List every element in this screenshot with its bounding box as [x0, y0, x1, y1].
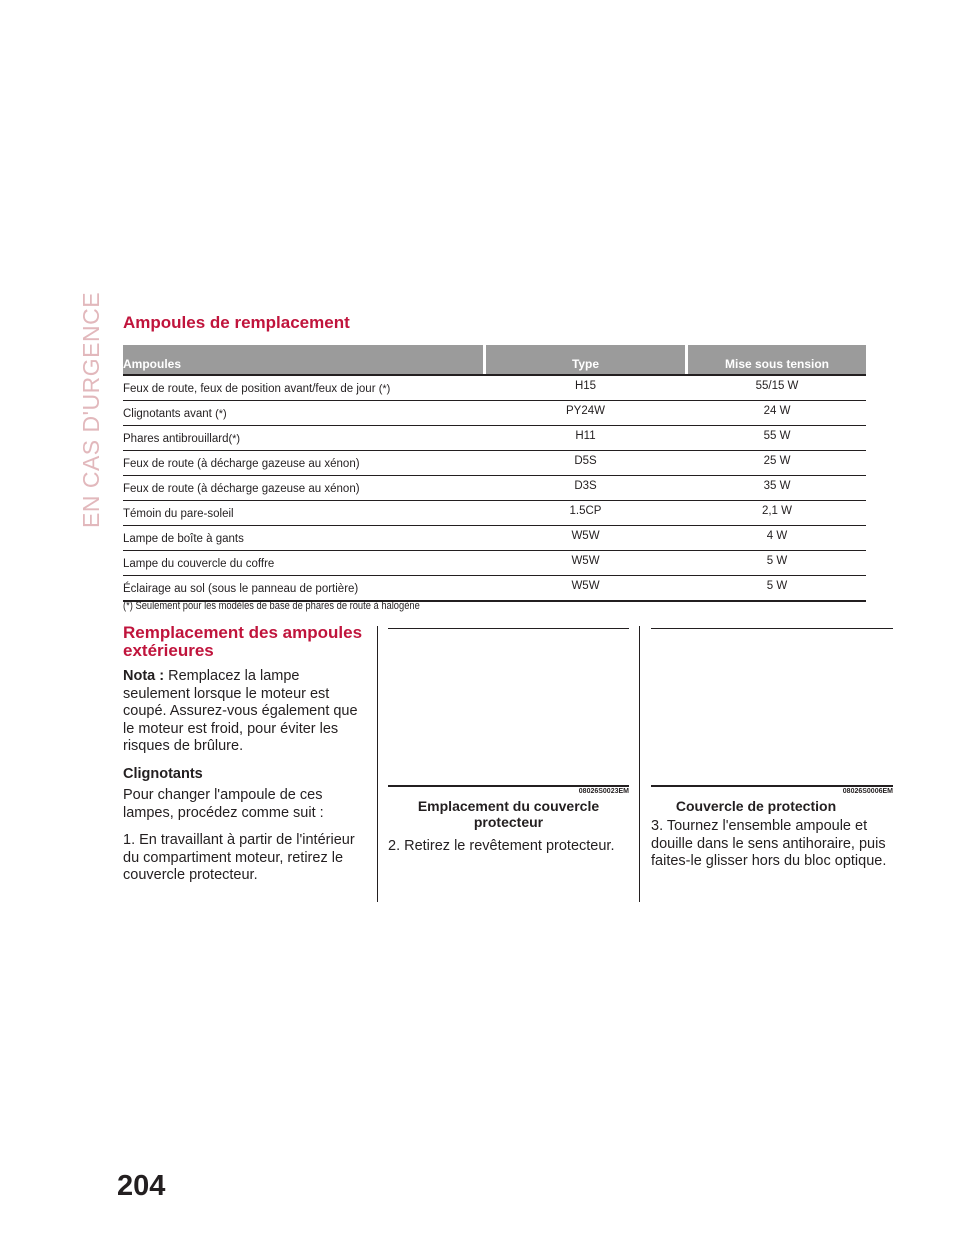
header-type: Type — [486, 345, 685, 374]
table-row — [123, 551, 866, 576]
bulb-name: Lampe du couvercle du coffre — [123, 558, 275, 570]
clignotants-heading: Clignotants — [123, 765, 203, 782]
cell-type: PY24W — [566, 405, 605, 417]
cell-power: 5 W — [766, 580, 788, 592]
bulb-name: Lampe de boîte à gants — [123, 533, 244, 545]
cell-power: 24 W — [763, 405, 791, 417]
intro-paragraph: Pour changer l'ampoule de ces lampes, procédez comme suit : — [123, 787, 324, 821]
table-body — [123, 376, 866, 602]
cell-type: H11 — [575, 430, 596, 442]
cell-ampoule — [123, 383, 390, 395]
cell-ampoule — [123, 533, 244, 545]
cell-ampoule — [123, 433, 240, 445]
cell-type: W5W — [571, 530, 600, 542]
bulb-name: Éclairage au sol (sous le panneau de portière) — [123, 583, 359, 595]
chapter-side-label: EN CAS D'URGENCE — [78, 291, 104, 528]
cell-type: 1.5CP — [569, 505, 602, 517]
note-paragraph — [123, 668, 368, 756]
cell-ampoule — [123, 483, 360, 495]
bulb-name: Phares antibrouillard — [123, 433, 229, 445]
cell-type: W5W — [571, 580, 600, 592]
text-column-1 — [123, 624, 368, 895]
bulb-name: Feux de route, feux de position avant/feux de jour — [123, 383, 379, 395]
cell-type: W5W — [571, 555, 600, 567]
table-row — [123, 426, 866, 451]
figure-code: 08026S0023EM — [578, 788, 629, 795]
section-title: Ampoules de remplacement — [123, 313, 350, 332]
note-text: Remplacez la lampe seulement lorsque le moteur est coupé. Assurez-vous également que le moteur est froid, pour éviter les risques de brûlure. — [123, 668, 358, 754]
cell-type: H15 — [574, 380, 597, 392]
figure-protective-cover-location — [388, 628, 629, 888]
cell-power: 5 W — [766, 555, 788, 567]
cell-ampoule — [123, 408, 227, 420]
header-mise-sous-tension: Mise sous tension — [688, 345, 866, 374]
cell-power: 55/15 W — [755, 380, 799, 392]
table-header — [123, 345, 866, 376]
figure-caption: Emplacement du couvercle protecteur — [417, 798, 600, 830]
figure-top-rule — [388, 628, 629, 629]
cell-ampoule — [123, 458, 360, 470]
subsection-heading: Remplacement des ampoules extérieures — [123, 623, 363, 660]
table-row — [123, 501, 866, 526]
cell-power: 25 W — [763, 455, 791, 467]
cell-power: 35 W — [763, 480, 791, 492]
bulb-table — [123, 345, 866, 602]
table-row — [123, 451, 866, 476]
table-row — [123, 526, 866, 551]
table-footnote: (*) Seulement pour les modèles de base de phares de route à halogène — [123, 600, 420, 612]
step-3: 3. Tournez l'ensemble ampoule et douille dans le sens antihoraire, puis faites-le glisser hors du bloc optique. — [651, 818, 887, 869]
note-label: Nota : — [123, 668, 165, 684]
column-divider-1 — [377, 626, 378, 902]
figure-caption: Couvercle de protection — [675, 798, 837, 814]
bulb-name: Témoin du pare-soleil — [123, 508, 234, 520]
footnote-marker: (*) — [378, 383, 391, 395]
table-row — [123, 576, 866, 602]
figure-bottom-rule — [388, 785, 629, 787]
figure-top-rule — [651, 628, 893, 629]
table-row — [123, 476, 866, 501]
step-1: 1. En travaillant à partir de l'intérieur du compartiment moteur, retirez le couvercle protecteur. — [123, 832, 355, 883]
cell-ampoule — [123, 508, 234, 520]
bulb-name: Feux de route (à décharge gazeuse au xénon) — [123, 483, 360, 495]
step-2: 2. Retirez le revêtement protecteur. — [388, 838, 615, 854]
cell-power: 4 W — [766, 530, 788, 542]
header-ampoules: Ampoules — [123, 345, 483, 374]
figure-bottom-rule — [651, 785, 893, 787]
bulb-name: Clignotants avant — [123, 408, 216, 420]
figure-code: 08026S0006EM — [842, 788, 893, 795]
footnote-marker: (*) — [228, 433, 241, 445]
column-divider-2 — [639, 626, 640, 902]
footnote-marker: (*) — [215, 408, 227, 420]
figure-protective-cover — [651, 628, 893, 888]
table-row — [123, 401, 866, 426]
cell-type: D5S — [574, 455, 597, 467]
cell-ampoule — [123, 583, 358, 595]
cell-power: 2,1 W — [761, 505, 793, 517]
table-row — [123, 376, 866, 401]
cell-type: D3S — [574, 480, 597, 492]
bulb-name: Feux de route (à décharge gazeuse au xénon) — [123, 458, 360, 470]
page-number: 204 — [117, 1170, 166, 1202]
cell-power: 55 W — [763, 430, 791, 442]
cell-ampoule — [123, 558, 274, 570]
